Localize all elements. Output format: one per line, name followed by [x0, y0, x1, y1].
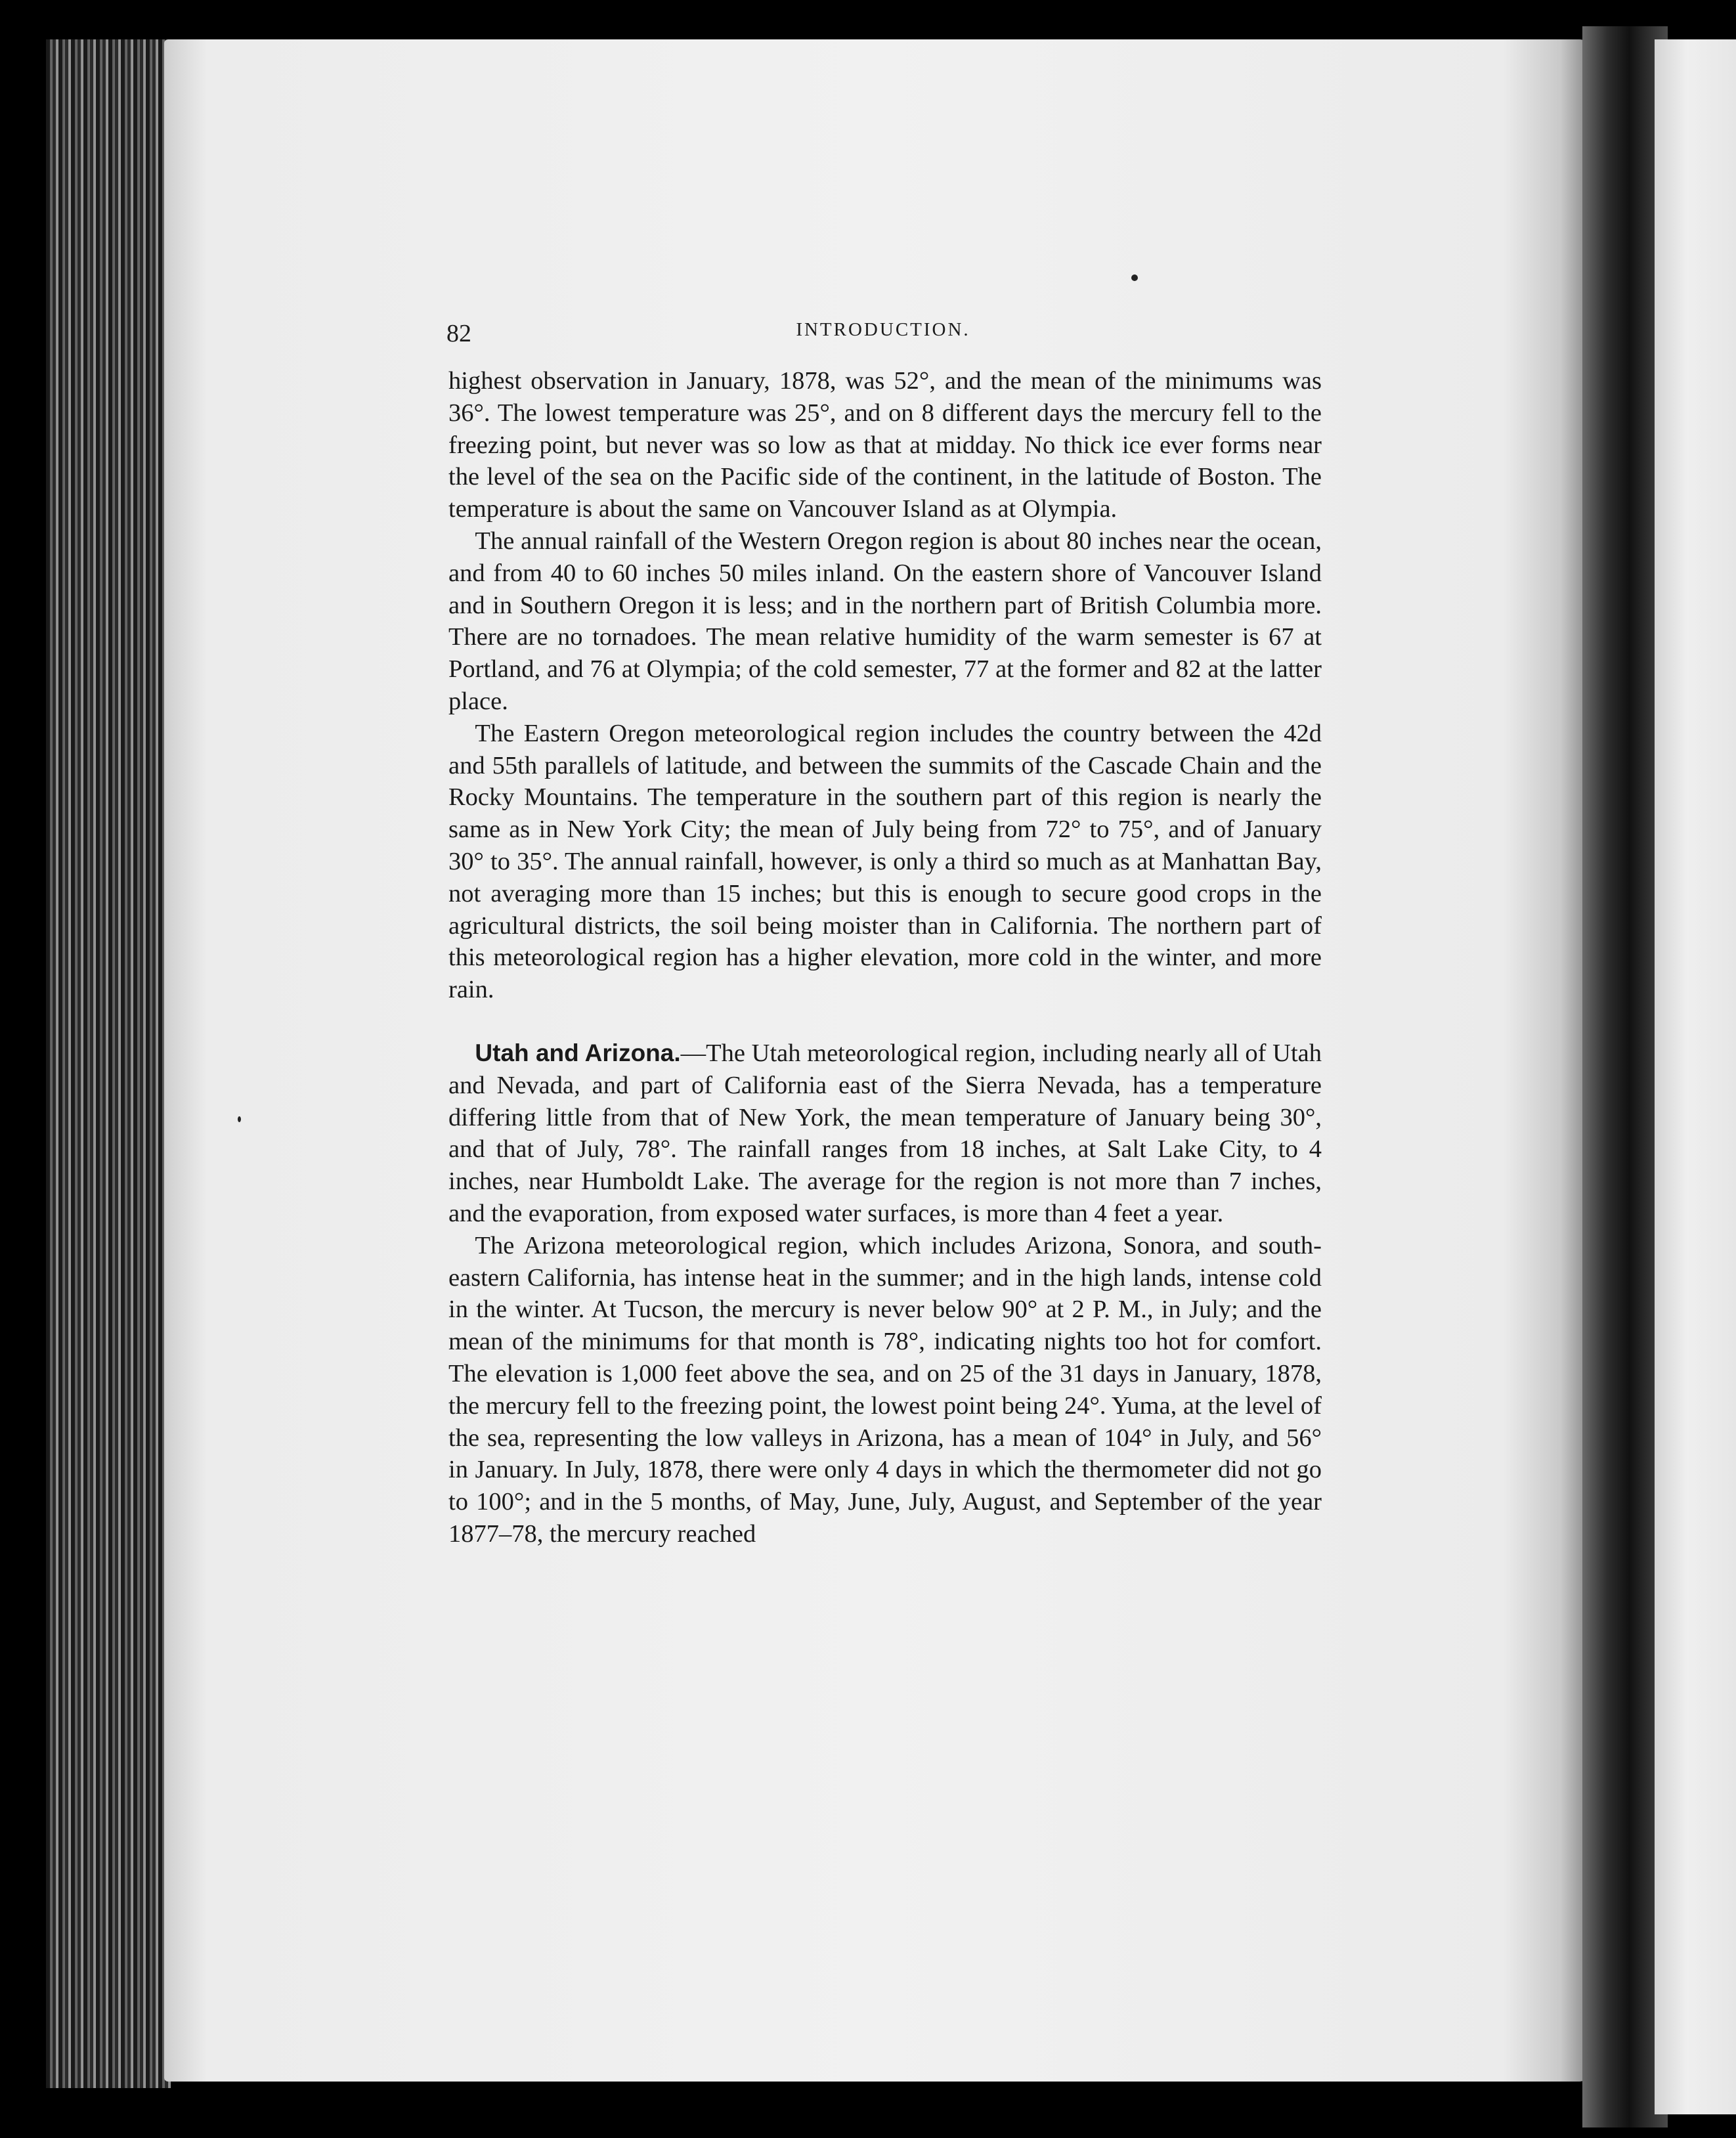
page-header: [446, 319, 1320, 359]
ink-speck: [238, 1116, 241, 1122]
page-number: 82: [446, 320, 471, 347]
running-head: INTRODUCTION.: [796, 319, 970, 340]
body-text: [448, 365, 1322, 1550]
paragraph-utah: [448, 1037, 1322, 1230]
section-heading-utah-arizona: Utah and Arizona.: [475, 1039, 681, 1066]
paragraph-continued: highest observation in January, 1878, was 52°, and the mean of the minimums was 36°. The lowest temperature was 25°, and on 8 different days the mercury fell to the freezing point, but never was so low as that at midday. No thick ice ever forms near the level of the sea on the Pacific side of the continent, in the latitude of Boston. The temperature is about the same on Vancouver Island as at Olympia.: [448, 367, 1322, 523]
paragraph-arizona: The Arizona meteorological region, which includes Arizona, Sonora, and south-eastern California, has intense heat in the summer; and in the high lands, intense cold in the winter. At Tucson, the mercury is never below 90° at 2 P. M., in July; and the mean of the minimums for that month is 78°, indicating nights too hot for comfort. The elevation is 1,000 feet above the sea, and on 25 of the 31 days in January, 1878, the mercury fell to the freezing point, the lowest point being 24°. Yuma, at the level of the sea, representing the low valleys in Arizona, has a mean of 104° in July, and 56° in January. In July, 1878, there were only 4 days in which the thermometer did not go to 100°; and in the 5 months, of May, June, July, August, and September of the year 1877–78, the mercury reached: [448, 1231, 1322, 1548]
paragraph-eastern-oregon: The Eastern Oregon meteorological region includes the country between the 42d and 55th parallels of latitude, and between the summits of the Cascade Chain and the Rocky Mountains. The temperature in the southern part of this region is nearly the same as in New York City; the mean of July being from 72° to 75°, and of January 30° to 35°. The annual rainfall, however, is only a third so much as at Manhattan Bay, not averaging more than 15 inches; but this is enough to secure good crops in the agricultural districts, the soil being moister than in California. The northern part of this meteorological region has a higher elevation, more cold in the winter, and more rain.: [448, 719, 1322, 1004]
facing-page-edge: [1655, 39, 1736, 2114]
stacked-page-edges: [46, 39, 171, 2088]
paragraph-utah-text: —The Utah meteorological region, including nearly all of Utah and Nevada, and part of California east of the Sierra Nevada, has a temperature differing little from that of New York, the mean temperature of January being 30°, and that of July, 78°. The rainfall ranges from 18 inches, at Salt Lake City, to 4 inches, near Humboldt Lake. The average for the region is not more than 7 inches, and the evaporation, from exposed water surfaces, is more than 4 feet a year.: [448, 1039, 1322, 1227]
paragraph-western-oregon-rainfall: The annual rainfall of the Western Oregon region is about 80 inches near the ocean, and from 40 to 60 inches 50 miles inland. On the eastern shore of Vancouver Island and in Southern Oregon it is less; and in the northern part of British Columbia more. There are no tornadoes. The mean relative humidity of the warm semester is 67 at Portland, and 76 at Olympia; of the cold semester, 77 at the former and 82 at the latter place.: [448, 527, 1322, 715]
ink-speck: [1131, 274, 1138, 281]
